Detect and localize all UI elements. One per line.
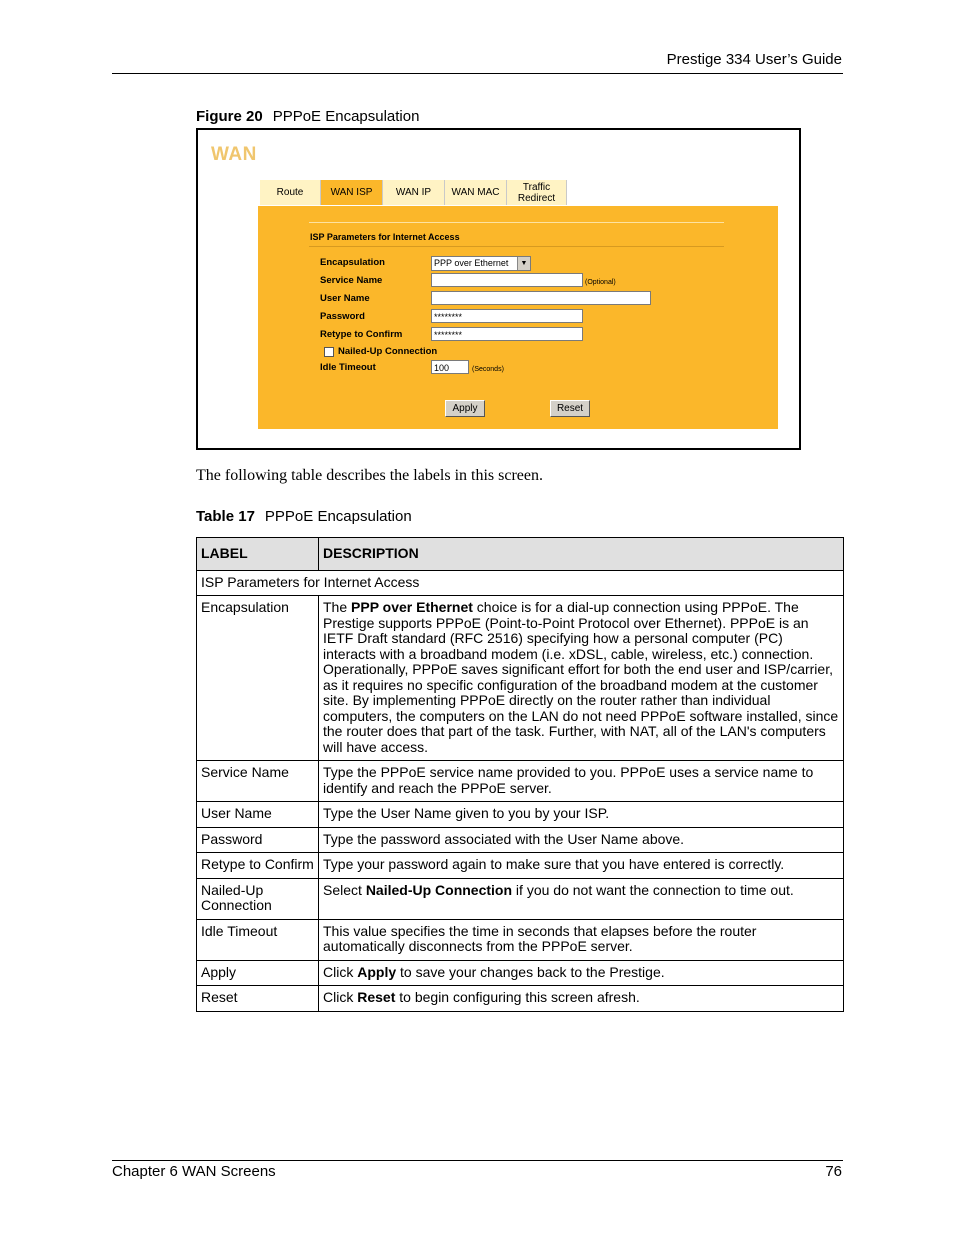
table-row bbox=[197, 761, 844, 802]
description-pre: Type your password again to make sure that you have entered is correctly. bbox=[323, 856, 785, 872]
idle-timeout-hint: (Seconds) bbox=[472, 366, 504, 373]
column-header-description: DESCRIPTION bbox=[319, 538, 844, 571]
figure-number: Figure 20 bbox=[196, 108, 263, 125]
description-pre: Click bbox=[323, 963, 358, 980]
description-pre: Type the PPPoE service name provided to you. PPPoE uses a service name to identify and reach the PPPoE server. bbox=[323, 764, 814, 796]
footer-rule bbox=[112, 1160, 843, 1161]
document-header-title: Prestige 334 User’s Guide bbox=[666, 51, 842, 68]
description-post: if you do not want the connection to time out. bbox=[512, 881, 794, 898]
apply-button[interactable]: Apply bbox=[445, 400, 485, 417]
description-pre: Click bbox=[323, 989, 358, 1005]
password-label: Password bbox=[320, 311, 365, 322]
description-pre: This value specifies the time in seconds that elapses before the router automatically disconnects from the PPPoE server. bbox=[323, 922, 757, 954]
table-number: Table 17 bbox=[196, 508, 255, 525]
row-description bbox=[319, 853, 844, 879]
idle-timeout-label: Idle Timeout bbox=[320, 362, 376, 373]
row-label: Apply bbox=[197, 960, 319, 986]
description-bold: Reset bbox=[357, 989, 396, 1005]
row-description bbox=[319, 878, 844, 919]
row-label: Nailed-Up Connection bbox=[197, 878, 319, 919]
row-description bbox=[319, 596, 844, 761]
table-section-row bbox=[197, 570, 844, 596]
label-description-table bbox=[196, 537, 844, 1012]
column-header-label: LABEL bbox=[197, 538, 319, 571]
user-name-input[interactable] bbox=[431, 291, 651, 305]
tab-route[interactable]: Route bbox=[260, 180, 321, 205]
table-header-row bbox=[197, 538, 844, 571]
wan-page-title: WAN bbox=[211, 144, 257, 165]
row-description bbox=[319, 919, 844, 960]
table-caption-text: PPPoE Encapsulation bbox=[264, 508, 412, 525]
encapsulation-label: Encapsulation bbox=[320, 257, 385, 268]
row-description bbox=[319, 761, 844, 802]
table-row bbox=[197, 853, 844, 879]
idle-timeout-input[interactable]: 100 bbox=[431, 360, 469, 374]
table-row bbox=[197, 802, 844, 828]
figure-caption bbox=[196, 108, 419, 125]
description-post: to begin configuring this screen afresh. bbox=[395, 989, 640, 1005]
intro-paragraph: The following table describes the labels in this screen. bbox=[196, 467, 544, 484]
description-bold: PPP over Ethernet bbox=[351, 599, 473, 615]
row-description bbox=[319, 827, 844, 853]
tab-traffic-redirect[interactable]: Traffic Redirect bbox=[507, 180, 567, 205]
row-label: Idle Timeout bbox=[197, 919, 319, 960]
figure-screenshot bbox=[196, 128, 801, 450]
row-label: Service Name bbox=[197, 761, 319, 802]
tab-wan-ip[interactable]: WAN IP bbox=[383, 180, 445, 205]
reset-button[interactable]: Reset bbox=[550, 400, 590, 417]
description-bold: Apply bbox=[357, 963, 397, 980]
table-row bbox=[197, 596, 844, 761]
row-label: Retype to Confirm bbox=[197, 853, 319, 879]
service-name-hint: (Optional) bbox=[585, 279, 616, 286]
service-name-label: Service Name bbox=[320, 275, 383, 286]
table-row bbox=[197, 827, 844, 853]
section-title: ISP Parameters for Internet Access bbox=[310, 232, 460, 242]
figure-caption-text: PPPoE Encapsulation bbox=[272, 108, 420, 125]
table-row bbox=[197, 919, 844, 960]
user-name-label: User Name bbox=[320, 293, 370, 304]
panel-divider-top bbox=[309, 222, 724, 223]
service-name-input[interactable] bbox=[431, 273, 583, 287]
retype-label: Retype to Confirm bbox=[320, 329, 403, 340]
footer-page-number: 76 bbox=[825, 1163, 842, 1180]
description-bold: Nailed-Up Connection bbox=[365, 881, 513, 898]
table-caption bbox=[196, 508, 412, 525]
retype-input[interactable]: ******** bbox=[431, 327, 583, 341]
chevron-down-icon: ▼ bbox=[517, 257, 530, 270]
row-description bbox=[319, 802, 844, 828]
row-label: Reset bbox=[197, 986, 319, 1012]
description-post: to save your changes back to the Prestige. bbox=[396, 963, 665, 980]
row-description bbox=[319, 960, 844, 986]
header-rule bbox=[112, 73, 843, 74]
tab-wan-isp[interactable]: WAN ISP bbox=[321, 180, 383, 205]
password-input[interactable]: ******** bbox=[431, 309, 583, 323]
table-row bbox=[197, 878, 844, 919]
row-description bbox=[319, 986, 844, 1012]
tab-wan-mac[interactable]: WAN MAC bbox=[445, 180, 507, 205]
isp-parameters-panel bbox=[258, 206, 778, 429]
section-row-label: ISP Parameters for Internet Access bbox=[197, 570, 844, 596]
panel-divider bbox=[309, 246, 724, 247]
row-label: Encapsulation bbox=[197, 596, 319, 761]
nailed-up-checkbox[interactable] bbox=[324, 347, 334, 357]
table-row bbox=[197, 986, 844, 1012]
row-label: User Name bbox=[197, 802, 319, 828]
description-pre: Select bbox=[323, 881, 366, 898]
description-post: choice is for a dial-up connection using PPPoE. The Prestige supports PPPoE (Point-to-Point Protocol over Ethernet). PPPoE is an IETF Draft standard (RFC 2516) specifying how a personal computer (PC) interacts with a broadband modem (i.e. xDSL, cable, wireless, etc.) connection. Operationally, PPPoE saves significant effort for both the end user and ISP/carrier, as it requires no specific configuration of the broadband modem at the customer site. By implementing PPPoE directly on the router rather than individual computers, the computers on the LAN do not need PPPoE software installed, since the router does that part of the task. Further, with NAT, all of the LAN's computers will have access. bbox=[323, 599, 839, 755]
description-pre: The bbox=[323, 599, 352, 615]
table-row bbox=[197, 960, 844, 986]
encapsulation-select[interactable] bbox=[431, 256, 531, 271]
description-pre: Type the User Name given to you by your ISP. bbox=[323, 805, 610, 821]
footer-chapter: Chapter 6 WAN Screens bbox=[112, 1163, 276, 1180]
description-pre: Type the password associated with the User Name above. bbox=[323, 830, 685, 847]
encapsulation-value: PPP over Ethernet bbox=[434, 258, 509, 268]
row-label: Password bbox=[197, 827, 319, 853]
nailed-up-label: Nailed-Up Connection bbox=[338, 346, 438, 357]
